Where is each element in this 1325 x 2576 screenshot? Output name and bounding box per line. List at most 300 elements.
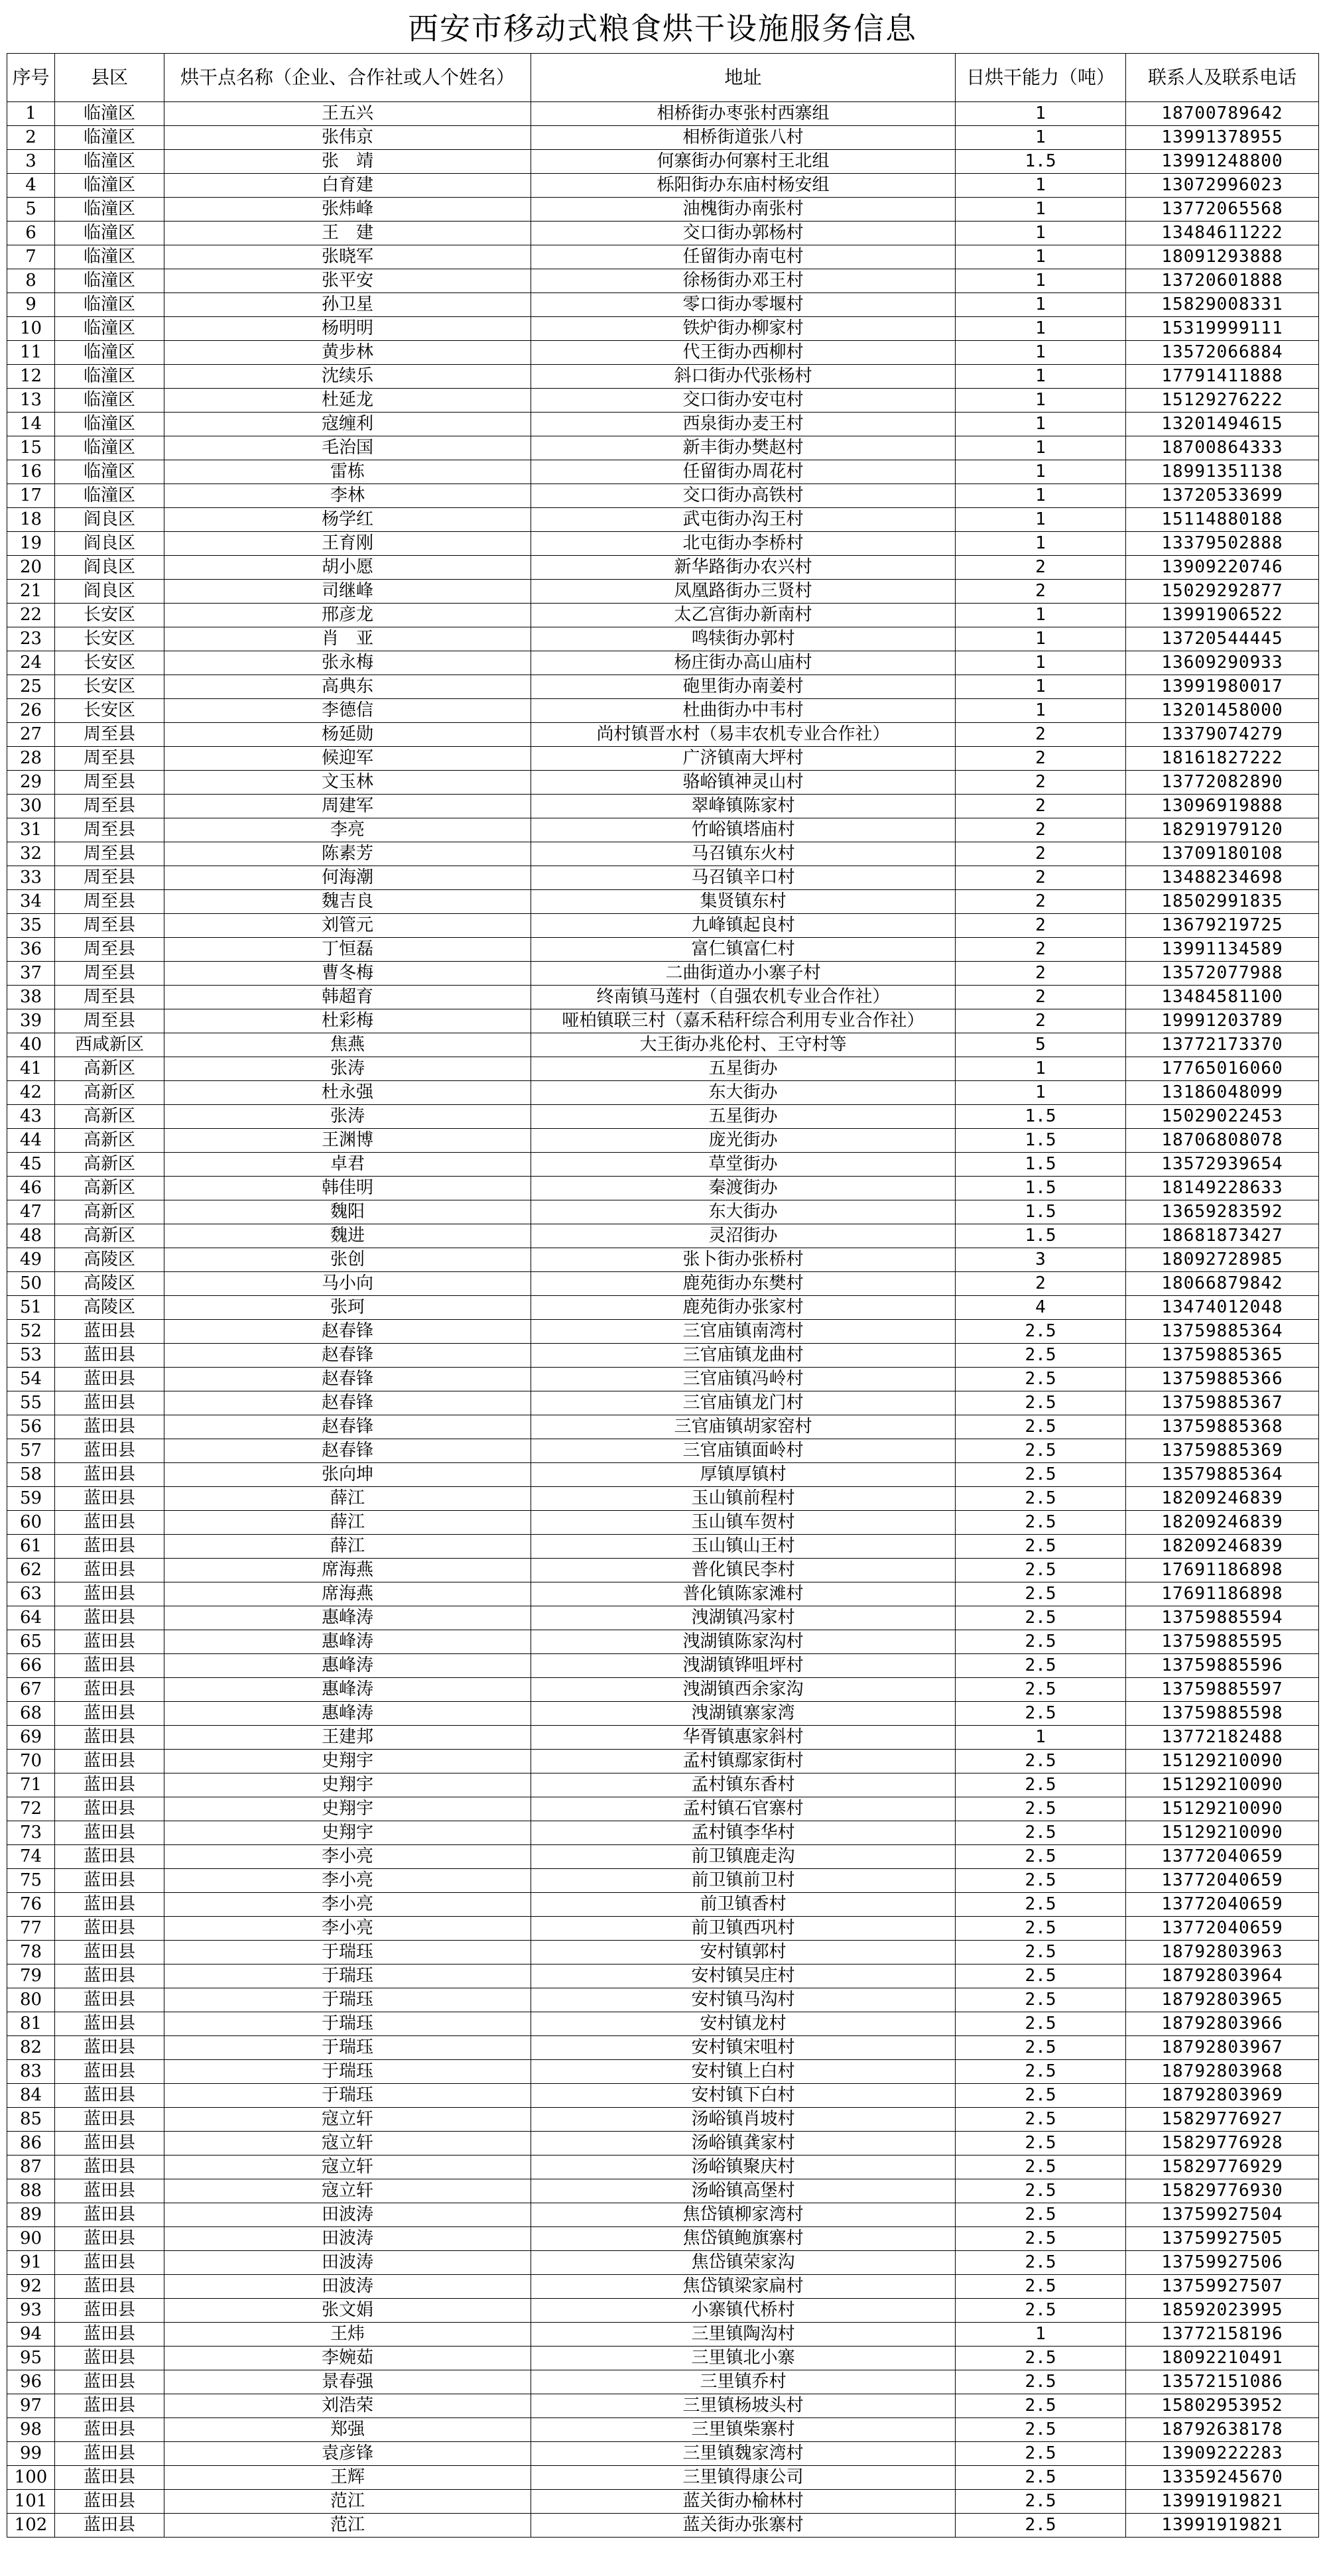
cell-site-name: 李小亮 xyxy=(164,1869,531,1893)
cell-address: 新华路街办农兴村 xyxy=(531,556,956,580)
cell-district: 蓝田县 xyxy=(55,1487,164,1511)
table-row xyxy=(7,1702,1319,1726)
cell-site-name: 于瑞珏 xyxy=(164,2060,531,2084)
cell-index: 93 xyxy=(7,2299,55,2323)
cell-district: 高新区 xyxy=(55,1081,164,1105)
table-row xyxy=(7,2036,1319,2060)
cell-index: 10 xyxy=(7,317,55,341)
table-row xyxy=(7,556,1319,580)
cell-capacity: 2.5 xyxy=(956,1582,1126,1606)
cell-site-name: 赵春锋 xyxy=(164,1368,531,1391)
cell-site-name: 李小亮 xyxy=(164,1845,531,1869)
cell-capacity: 5 xyxy=(956,1033,1126,1057)
cell-address: 前卫镇西巩村 xyxy=(531,1917,956,1941)
cell-index: 19 xyxy=(7,532,55,556)
cell-index: 60 xyxy=(7,1511,55,1535)
document-title: 西安市移动式粮食烘干设施服务信息 xyxy=(408,11,917,46)
cell-district: 蓝田县 xyxy=(55,2108,164,2132)
cell-address: 任留街办南屯村 xyxy=(531,245,956,269)
cell-district: 临潼区 xyxy=(55,341,164,365)
cell-address: 三里镇陶沟村 xyxy=(531,2323,956,2347)
cell-district: 周至县 xyxy=(55,986,164,1009)
cell-address: 凤凰路街办三贤村 xyxy=(531,580,956,604)
cell-index: 102 xyxy=(7,2514,55,2538)
cell-contact-phone: 13759885594 xyxy=(1126,1606,1319,1630)
cell-capacity: 1 xyxy=(956,269,1126,293)
cell-site-name: 文玉林 xyxy=(164,771,531,795)
cell-contact-phone: 13572939654 xyxy=(1126,1153,1319,1177)
table-row xyxy=(7,1845,1319,1869)
table-row xyxy=(7,1391,1319,1415)
cell-contact-phone: 13659283592 xyxy=(1126,1200,1319,1224)
cell-capacity: 2.5 xyxy=(956,1487,1126,1511)
cell-contact-phone: 13474012048 xyxy=(1126,1296,1319,1320)
cell-address: 武屯街办沟王村 xyxy=(531,508,956,532)
cell-capacity: 2.5 xyxy=(956,2203,1126,2227)
cell-index: 32 xyxy=(7,842,55,866)
cell-index: 82 xyxy=(7,2036,55,2060)
cell-index: 6 xyxy=(7,222,55,245)
cell-district: 蓝田县 xyxy=(55,2179,164,2203)
cell-contact-phone: 13759885365 xyxy=(1126,1344,1319,1368)
cell-capacity: 1 xyxy=(956,532,1126,556)
cell-index: 26 xyxy=(7,699,55,723)
cell-capacity: 1 xyxy=(956,460,1126,484)
cell-contact-phone: 13201494615 xyxy=(1126,413,1319,436)
cell-contact-phone: 13609290933 xyxy=(1126,651,1319,675)
cell-address: 孟村镇鄢家街村 xyxy=(531,1750,956,1773)
table-row xyxy=(7,2418,1319,2442)
cell-district: 蓝田县 xyxy=(55,1654,164,1678)
cell-site-name: 王建邦 xyxy=(164,1726,531,1750)
cell-capacity: 2 xyxy=(956,986,1126,1009)
cell-site-name: 韩佳明 xyxy=(164,1177,531,1200)
cell-contact-phone: 13759927505 xyxy=(1126,2227,1319,2251)
cell-site-name: 张文娟 xyxy=(164,2299,531,2323)
cell-index: 62 xyxy=(7,1559,55,1582)
cell-district: 蓝田县 xyxy=(55,1606,164,1630)
cell-district: 蓝田县 xyxy=(55,1439,164,1463)
cell-site-name: 卓君 xyxy=(164,1153,531,1177)
cell-site-name: 席海燕 xyxy=(164,1559,531,1582)
cell-site-name: 胡小愿 xyxy=(164,556,531,580)
table-row xyxy=(7,2347,1319,2370)
cell-district: 临潼区 xyxy=(55,413,164,436)
cell-index: 8 xyxy=(7,269,55,293)
cell-district: 蓝田县 xyxy=(55,1511,164,1535)
cell-contact-phone: 15129210090 xyxy=(1126,1773,1319,1797)
cell-contact-phone: 15029292877 xyxy=(1126,580,1319,604)
cell-address: 五星街办 xyxy=(531,1057,956,1081)
table-row xyxy=(7,341,1319,365)
cell-index: 42 xyxy=(7,1081,55,1105)
cell-address: 油槐街办南张村 xyxy=(531,198,956,222)
header-cell-index: 序号 xyxy=(7,54,55,102)
cell-capacity: 1 xyxy=(956,1081,1126,1105)
cell-contact-phone: 18792803968 xyxy=(1126,2060,1319,2084)
cell-contact-phone: 13759927506 xyxy=(1126,2251,1319,2275)
cell-contact-phone: 13359245670 xyxy=(1126,2466,1319,2490)
header-cell-contact: 联系人及联系电话 xyxy=(1126,54,1319,102)
cell-district: 蓝田县 xyxy=(55,2394,164,2418)
cell-index: 46 xyxy=(7,1177,55,1200)
cell-site-name: 张炜峰 xyxy=(164,198,531,222)
cell-capacity: 2.5 xyxy=(956,1391,1126,1415)
cell-capacity: 1 xyxy=(956,126,1126,150)
table-row xyxy=(7,1200,1319,1224)
cell-contact-phone: 18066879842 xyxy=(1126,1272,1319,1296)
cell-district: 临潼区 xyxy=(55,269,164,293)
table-row xyxy=(7,1678,1319,1702)
cell-address: 三官庙镇冯岭村 xyxy=(531,1368,956,1391)
cell-address: 厚镇厚镇村 xyxy=(531,1463,956,1487)
cell-contact-phone: 13709180108 xyxy=(1126,842,1319,866)
table-row xyxy=(7,1129,1319,1153)
cell-contact-phone: 13186048099 xyxy=(1126,1081,1319,1105)
cell-index: 48 xyxy=(7,1224,55,1248)
table-row xyxy=(7,1821,1319,1845)
cell-contact-phone: 13991134589 xyxy=(1126,938,1319,962)
cell-index: 65 xyxy=(7,1630,55,1654)
cell-capacity: 2 xyxy=(956,580,1126,604)
cell-site-name: 李林 xyxy=(164,484,531,508)
cell-contact-phone: 15829776928 xyxy=(1126,2132,1319,2156)
cell-address: 洩湖镇西余家沟 xyxy=(531,1678,956,1702)
cell-site-name: 袁彦锋 xyxy=(164,2442,531,2466)
cell-capacity: 2.5 xyxy=(956,1773,1126,1797)
cell-district: 蓝田县 xyxy=(55,1821,164,1845)
cell-address: 新丰街办樊赵村 xyxy=(531,436,956,460)
cell-contact-phone: 13201458000 xyxy=(1126,699,1319,723)
table-row xyxy=(7,1797,1319,1821)
cell-capacity: 2.5 xyxy=(956,2394,1126,2418)
table-row xyxy=(7,245,1319,269)
table-row xyxy=(7,1964,1319,1988)
cell-contact-phone: 15129276222 xyxy=(1126,389,1319,413)
cell-contact-phone: 13991980017 xyxy=(1126,675,1319,699)
table-row xyxy=(7,198,1319,222)
cell-address: 安村镇龙村 xyxy=(531,2012,956,2036)
cell-site-name: 李婉茹 xyxy=(164,2347,531,2370)
cell-district: 蓝田县 xyxy=(55,1415,164,1439)
cell-capacity: 1 xyxy=(956,389,1126,413)
cell-address: 洩湖镇寨家湾 xyxy=(531,1702,956,1726)
cell-district: 蓝田县 xyxy=(55,1582,164,1606)
cell-capacity: 1.5 xyxy=(956,1177,1126,1200)
cell-district: 蓝田县 xyxy=(55,1320,164,1344)
cell-address: 洩湖镇铧咀坪村 xyxy=(531,1654,956,1678)
cell-index: 86 xyxy=(7,2132,55,2156)
cell-capacity: 1 xyxy=(956,198,1126,222)
cell-capacity: 2.5 xyxy=(956,1797,1126,1821)
cell-contact-phone: 18291979120 xyxy=(1126,818,1319,842)
cell-capacity: 2 xyxy=(956,795,1126,818)
cell-index: 63 xyxy=(7,1582,55,1606)
cell-district: 高新区 xyxy=(55,1129,164,1153)
cell-capacity: 2.5 xyxy=(956,1821,1126,1845)
cell-address: 三官庙镇南湾村 xyxy=(531,1320,956,1344)
table-row xyxy=(7,413,1319,436)
cell-site-name: 杜彩梅 xyxy=(164,1009,531,1033)
cell-index: 59 xyxy=(7,1487,55,1511)
cell-address: 任留街办周花村 xyxy=(531,460,956,484)
cell-address: 马召镇东火村 xyxy=(531,842,956,866)
cell-capacity: 2.5 xyxy=(956,1439,1126,1463)
cell-district: 阎良区 xyxy=(55,556,164,580)
cell-district: 蓝田县 xyxy=(55,2347,164,2370)
cell-capacity: 1.5 xyxy=(956,150,1126,174)
table-row xyxy=(7,317,1319,341)
cell-site-name: 赵春锋 xyxy=(164,1439,531,1463)
cell-contact-phone: 15829008331 xyxy=(1126,293,1319,317)
cell-index: 66 xyxy=(7,1654,55,1678)
cell-site-name: 王五兴 xyxy=(164,102,531,126)
cell-site-name: 张珂 xyxy=(164,1296,531,1320)
table-row xyxy=(7,2060,1319,2084)
cell-capacity: 2.5 xyxy=(956,2132,1126,2156)
cell-contact-phone: 15319999111 xyxy=(1126,317,1319,341)
header-cell-district: 县区 xyxy=(55,54,164,102)
cell-district: 临潼区 xyxy=(55,245,164,269)
cell-index: 23 xyxy=(7,627,55,651)
cell-site-name: 田波涛 xyxy=(164,2227,531,2251)
cell-district: 蓝田县 xyxy=(55,1726,164,1750)
table-row xyxy=(7,2132,1319,2156)
cell-address: 斜口街办代张杨村 xyxy=(531,365,956,389)
cell-capacity: 2 xyxy=(956,842,1126,866)
cell-site-name: 王辉 xyxy=(164,2466,531,2490)
cell-capacity: 2 xyxy=(956,771,1126,795)
table-row xyxy=(7,1057,1319,1081)
cell-capacity: 1 xyxy=(956,484,1126,508)
cell-site-name: 李小亮 xyxy=(164,1893,531,1917)
cell-district: 长安区 xyxy=(55,604,164,627)
cell-address: 五星街办 xyxy=(531,1105,956,1129)
cell-index: 83 xyxy=(7,2060,55,2084)
cell-district: 蓝田县 xyxy=(55,1917,164,1941)
cell-site-name: 王 建 xyxy=(164,222,531,245)
cell-site-name: 于瑞珏 xyxy=(164,2084,531,2108)
cell-capacity: 2.5 xyxy=(956,2514,1126,2538)
cell-site-name: 白育建 xyxy=(164,174,531,198)
table-row xyxy=(7,2490,1319,2514)
table-row xyxy=(7,1582,1319,1606)
cell-capacity: 1 xyxy=(956,222,1126,245)
cell-site-name: 赵春锋 xyxy=(164,1415,531,1439)
table-row xyxy=(7,1463,1319,1487)
cell-address: 翠峰镇陈家村 xyxy=(531,795,956,818)
table-row xyxy=(7,1224,1319,1248)
cell-contact-phone: 13484611222 xyxy=(1126,222,1319,245)
cell-index: 22 xyxy=(7,604,55,627)
cell-capacity: 2.5 xyxy=(956,1630,1126,1654)
table-row xyxy=(7,627,1319,651)
cell-district: 临潼区 xyxy=(55,102,164,126)
cell-site-name: 魏吉良 xyxy=(164,890,531,914)
cell-district: 蓝田县 xyxy=(55,1678,164,1702)
cell-district: 蓝田县 xyxy=(55,1368,164,1391)
table-row xyxy=(7,389,1319,413)
cell-address: 东大街办 xyxy=(531,1200,956,1224)
cell-capacity: 2.5 xyxy=(956,1964,1126,1988)
cell-index: 43 xyxy=(7,1105,55,1129)
cell-contact-phone: 13759885598 xyxy=(1126,1702,1319,1726)
cell-district: 蓝田县 xyxy=(55,1630,164,1654)
table-row xyxy=(7,2370,1319,2394)
cell-address: 孟村镇李华村 xyxy=(531,1821,956,1845)
cell-district: 蓝田县 xyxy=(55,1773,164,1797)
cell-index: 9 xyxy=(7,293,55,317)
cell-capacity: 1 xyxy=(956,508,1126,532)
table-body xyxy=(7,102,1319,2538)
header-cell-site-name: 烘干点名称（企业、合作社或人个姓名） xyxy=(164,54,531,102)
cell-district: 蓝田县 xyxy=(55,1893,164,1917)
cell-district: 蓝田县 xyxy=(55,1869,164,1893)
cell-district: 长安区 xyxy=(55,675,164,699)
cell-site-name: 王炜 xyxy=(164,2323,531,2347)
table-row xyxy=(7,1893,1319,1917)
cell-contact-phone: 13096919888 xyxy=(1126,795,1319,818)
cell-capacity: 1 xyxy=(956,1726,1126,1750)
cell-district: 周至县 xyxy=(55,842,164,866)
cell-site-name: 于瑞珏 xyxy=(164,2012,531,2036)
cell-site-name: 王渊博 xyxy=(164,1129,531,1153)
cell-index: 79 xyxy=(7,1964,55,1988)
cell-contact-phone: 18209246839 xyxy=(1126,1535,1319,1559)
cell-contact-phone: 19991203789 xyxy=(1126,1009,1319,1033)
cell-address: 安村镇下白村 xyxy=(531,2084,956,2108)
cell-index: 61 xyxy=(7,1535,55,1559)
cell-index: 35 xyxy=(7,914,55,938)
cell-capacity: 2 xyxy=(956,1009,1126,1033)
cell-contact-phone: 13772040659 xyxy=(1126,1893,1319,1917)
cell-capacity: 2 xyxy=(956,723,1126,747)
cell-site-name: 候迎军 xyxy=(164,747,531,771)
cell-index: 20 xyxy=(7,556,55,580)
cell-capacity: 1 xyxy=(956,365,1126,389)
cell-address: 哑柏镇联三村（嘉禾秸秆综合利用专业合作社） xyxy=(531,1009,956,1033)
table-row xyxy=(7,962,1319,986)
table-row xyxy=(7,1415,1319,1439)
table-row xyxy=(7,723,1319,747)
cell-district: 阎良区 xyxy=(55,580,164,604)
cell-contact-phone: 13772040659 xyxy=(1126,1869,1319,1893)
cell-district: 长安区 xyxy=(55,651,164,675)
cell-index: 94 xyxy=(7,2323,55,2347)
cell-address: 西泉街办麦王村 xyxy=(531,413,956,436)
cell-capacity: 2.5 xyxy=(956,1941,1126,1964)
cell-capacity: 2.5 xyxy=(956,1559,1126,1582)
table-row xyxy=(7,150,1319,174)
cell-index: 44 xyxy=(7,1129,55,1153)
cell-address: 鸣犊街办郭村 xyxy=(531,627,956,651)
table-row xyxy=(7,1296,1319,1320)
table-row xyxy=(7,2394,1319,2418)
cell-capacity: 2.5 xyxy=(956,2227,1126,2251)
cell-index: 77 xyxy=(7,1917,55,1941)
cell-index: 84 xyxy=(7,2084,55,2108)
cell-site-name: 孙卫星 xyxy=(164,293,531,317)
cell-capacity: 1 xyxy=(956,627,1126,651)
cell-capacity: 1 xyxy=(956,651,1126,675)
cell-index: 29 xyxy=(7,771,55,795)
cell-contact-phone: 18209246839 xyxy=(1126,1487,1319,1511)
table-row xyxy=(7,1941,1319,1964)
table-row xyxy=(7,2466,1319,2490)
cell-capacity: 2.5 xyxy=(956,1654,1126,1678)
cell-address: 鹿苑街办张家村 xyxy=(531,1296,956,1320)
cell-district: 蓝田县 xyxy=(55,2370,164,2394)
cell-contact-phone: 13772158196 xyxy=(1126,2323,1319,2347)
cell-address: 草堂街办 xyxy=(531,1153,956,1177)
cell-contact-phone: 13759885368 xyxy=(1126,1415,1319,1439)
table-row xyxy=(7,126,1319,150)
cell-capacity: 2 xyxy=(956,938,1126,962)
cell-index: 89 xyxy=(7,2203,55,2227)
cell-index: 78 xyxy=(7,1941,55,1964)
cell-district: 蓝田县 xyxy=(55,1463,164,1487)
cell-district: 周至县 xyxy=(55,723,164,747)
cell-contact-phone: 15129210090 xyxy=(1126,1797,1319,1821)
cell-contact-phone: 13572066884 xyxy=(1126,341,1319,365)
table-row xyxy=(7,1773,1319,1797)
cell-contact-phone: 13772065568 xyxy=(1126,198,1319,222)
cell-index: 36 xyxy=(7,938,55,962)
cell-capacity: 1.5 xyxy=(956,1224,1126,1248)
cell-capacity: 2.5 xyxy=(956,2299,1126,2323)
cell-address: 富仁镇富仁村 xyxy=(531,938,956,962)
cell-index: 15 xyxy=(7,436,55,460)
cell-index: 56 xyxy=(7,1415,55,1439)
cell-address: 洩湖镇陈家沟村 xyxy=(531,1630,956,1654)
cell-contact-phone: 13759927504 xyxy=(1126,2203,1319,2227)
cell-address: 张卜街办张桥村 xyxy=(531,1248,956,1272)
cell-index: 37 xyxy=(7,962,55,986)
cell-index: 87 xyxy=(7,2156,55,2179)
cell-address: 前卫镇前卫村 xyxy=(531,1869,956,1893)
cell-site-name: 杜永强 xyxy=(164,1081,531,1105)
cell-capacity: 2.5 xyxy=(956,1606,1126,1630)
table-row xyxy=(7,1487,1319,1511)
table-row xyxy=(7,986,1319,1009)
cell-address: 汤峪镇龚家村 xyxy=(531,2132,956,2156)
table-row xyxy=(7,1654,1319,1678)
cell-contact-phone: 13991919821 xyxy=(1126,2490,1319,2514)
cell-index: 97 xyxy=(7,2394,55,2418)
cell-address: 安村镇宋咀村 xyxy=(531,2036,956,2060)
cell-index: 34 xyxy=(7,890,55,914)
cell-index: 90 xyxy=(7,2227,55,2251)
cell-index: 75 xyxy=(7,1869,55,1893)
cell-district: 高新区 xyxy=(55,1153,164,1177)
cell-site-name: 郑强 xyxy=(164,2418,531,2442)
cell-district: 蓝田县 xyxy=(55,2227,164,2251)
cell-district: 蓝田县 xyxy=(55,2251,164,2275)
cell-contact-phone: 13759885597 xyxy=(1126,1678,1319,1702)
table-row xyxy=(7,2442,1319,2466)
cell-contact-phone: 13759885596 xyxy=(1126,1654,1319,1678)
cell-district: 周至县 xyxy=(55,962,164,986)
table-row xyxy=(7,1439,1319,1463)
cell-index: 68 xyxy=(7,1702,55,1726)
cell-site-name: 田波涛 xyxy=(164,2275,531,2299)
cell-index: 92 xyxy=(7,2275,55,2299)
cell-contact-phone: 17691186898 xyxy=(1126,1559,1319,1582)
cell-address: 集贤镇东村 xyxy=(531,890,956,914)
cell-address: 砲里街办南姜村 xyxy=(531,675,956,699)
cell-site-name: 寇立轩 xyxy=(164,2156,531,2179)
cell-capacity: 2.5 xyxy=(956,2466,1126,2490)
